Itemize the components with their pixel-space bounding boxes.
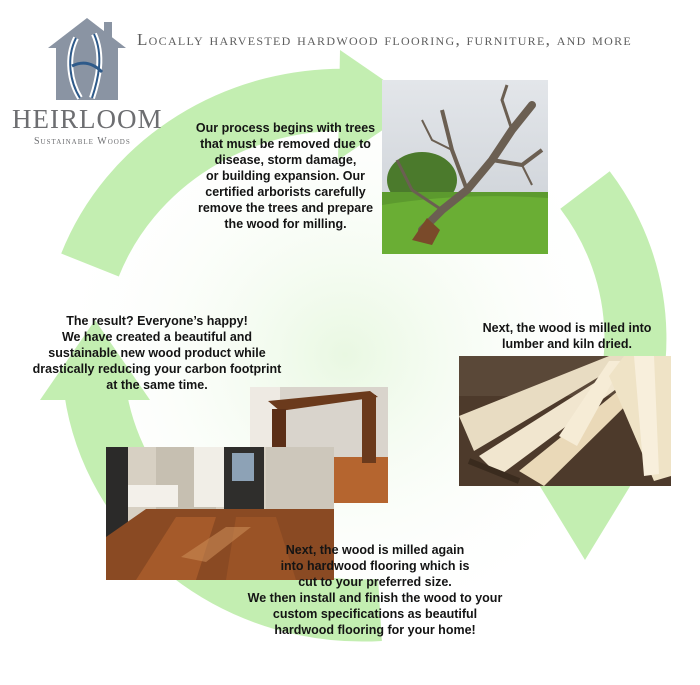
fallen-tree-photo <box>382 80 548 254</box>
logo-wordmark: HEIRLOOM <box>12 104 163 134</box>
logo-tagline: Sustainable Woods <box>34 136 131 147</box>
step-4-text: The result? Everyone’s happy! We have created a beautiful and sustainable new wood product while drastically reducing your carbon footprint at the same time. <box>32 314 282 392</box>
house-monogram-logo-icon <box>42 16 132 104</box>
header-tagline: Locally harvested hardwood flooring, furniture, and more <box>137 30 633 49</box>
lumber-planks-photo <box>459 356 671 486</box>
step-2-text: Next, the wood is milled into lumber and kiln dried. <box>482 321 652 351</box>
step-3-text: Next, the wood is milled again into hardwood flooring which is cut to your preferred size. We then install and finish the wood to your custom specifications as beautiful hardwood flooring for your home! <box>247 543 503 637</box>
step-1-text: Our process begins with trees that must be removed due to disease, storm damage, or building expansion. Our certified arborists carefully remove the trees and prepare the wood for milling. <box>195 121 376 231</box>
